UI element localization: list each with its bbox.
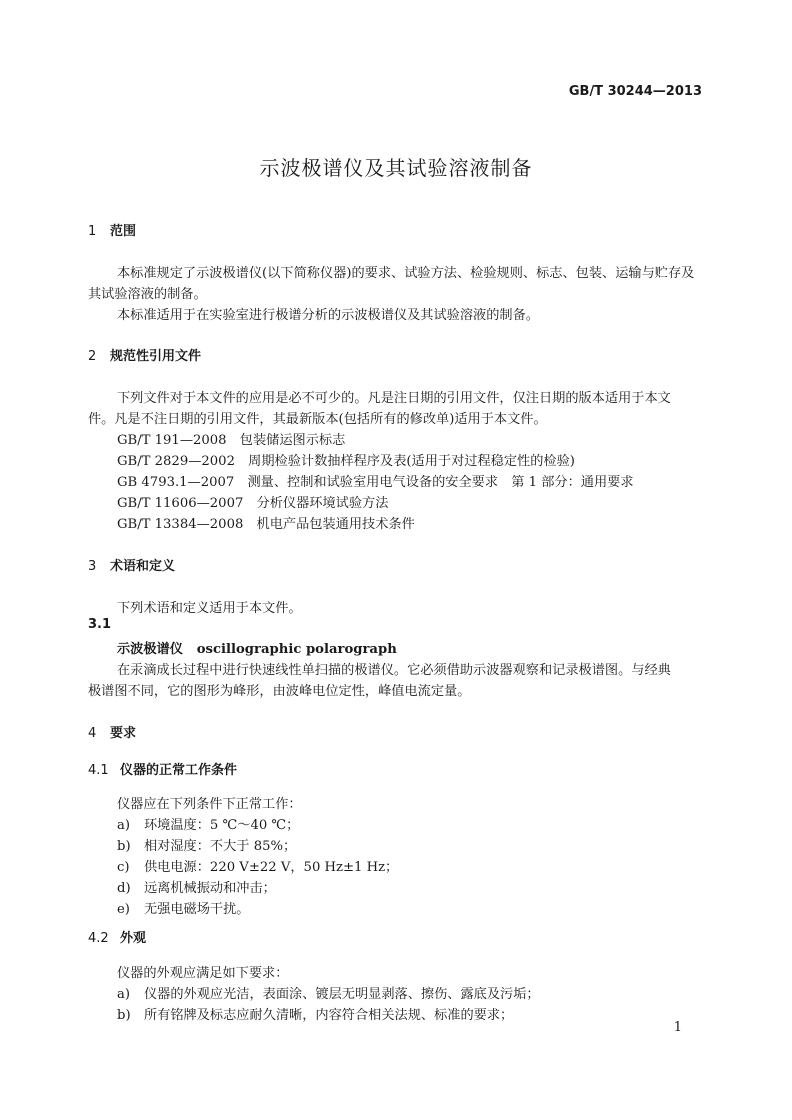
term-english: oscillographic polarograph bbox=[196, 642, 397, 657]
list-item bbox=[117, 814, 299, 833]
section-1-heading bbox=[88, 220, 136, 239]
paragraph-line: 本标准规定了示波极谱仪(以下简称仪器)的要求、试验方法、检验规则、标志、包装、运输与贮存及 bbox=[117, 266, 695, 281]
section-title: 术语和定义 bbox=[110, 559, 176, 574]
normative-reference: GB/T 13384—2008 机电产品包装通用技术条件 bbox=[117, 517, 415, 532]
section-title: 范围 bbox=[110, 224, 137, 239]
list-label: a) bbox=[117, 987, 131, 1002]
list-label: c) bbox=[117, 860, 130, 875]
list-item bbox=[117, 983, 540, 1002]
section-number: 1 bbox=[88, 224, 97, 239]
subsection-title: 仪器的正常工作条件 bbox=[120, 763, 238, 778]
section-title: 要求 bbox=[110, 726, 137, 741]
list-item bbox=[117, 856, 398, 875]
list-label: a) bbox=[117, 818, 131, 833]
list-item bbox=[117, 877, 276, 896]
list-label: e) bbox=[117, 902, 130, 917]
term-entry bbox=[117, 638, 397, 657]
document-title: 示波极谱仪及其试验溶液制备 bbox=[259, 156, 533, 180]
subsection-title: 外观 bbox=[120, 931, 147, 946]
subsection-number: 4.1 bbox=[88, 763, 109, 778]
term-number: 3.1 bbox=[88, 617, 112, 632]
list-text: 环境温度：5 ℃～40 ℃； bbox=[144, 818, 300, 833]
list-text: 供电电源：220 V±22 V，50 Hz±1 Hz； bbox=[144, 860, 399, 875]
section-3-heading bbox=[88, 555, 175, 574]
subsection-4-2-heading bbox=[88, 927, 146, 946]
list-text: 所有铭牌及标志应耐久清晰，内容符合相关法规、标准的要求； bbox=[144, 1008, 514, 1023]
list-item bbox=[117, 1004, 513, 1023]
page-number: 1 bbox=[673, 1020, 682, 1035]
normative-reference: GB 4793.1—2007 测量、控制和试验室用电气设备的安全要求 第 1 部分：通用要求 bbox=[117, 475, 634, 490]
list-item bbox=[117, 835, 296, 854]
list-text: 仪器的外观应光洁，表面涂、镀层无明显剥落、擦伤、露底及污垢； bbox=[144, 987, 540, 1002]
list-text: 无强电磁场干扰。 bbox=[144, 902, 250, 917]
list-item bbox=[117, 898, 250, 917]
normative-reference: GB/T 2829—2002 周期检验计数抽样程序及表(适用于对过程稳定性的检验) bbox=[117, 454, 575, 469]
standard-number: GB/T 30244—2013 bbox=[568, 84, 702, 99]
list-text: 相对湿度：不大于 85%； bbox=[144, 839, 297, 854]
list-text: 远离机械振动和冲击； bbox=[144, 881, 276, 896]
section-2-heading bbox=[88, 345, 201, 364]
normative-reference: GB/T 191—2008 包装储运图示标志 bbox=[117, 433, 346, 448]
paragraph: 本标准适用于在实验室进行极谱分析的示波极谱仪及其试验溶液的制备。 bbox=[117, 308, 539, 323]
definition-line: 极谱图不同，它的图形为峰形，由波峰电位定性，峰值电流定量。 bbox=[88, 684, 471, 699]
section-4-heading bbox=[88, 722, 136, 741]
list-label: b) bbox=[117, 1008, 131, 1023]
term-chinese: 示波极谱仪 bbox=[117, 642, 183, 657]
subsection-4-1-heading bbox=[88, 759, 237, 778]
list-label: d) bbox=[117, 881, 131, 896]
paragraph: 仪器应在下列条件下正常工作： bbox=[117, 797, 302, 812]
paragraph: 仪器的外观应满足如下要求： bbox=[117, 966, 289, 981]
paragraph-line: 其试验溶液的制备。 bbox=[88, 287, 207, 302]
paragraph-line: 下列文件对于本文件的应用是必不可少的。凡是注日期的引用文件，仅注日期的版本适用于本文 bbox=[117, 391, 671, 406]
paragraph: 下列术语和定义适用于本文件。 bbox=[117, 601, 302, 616]
list-label: b) bbox=[117, 839, 131, 854]
normative-reference: GB/T 11606—2007 分析仪器环境试验方法 bbox=[117, 496, 389, 511]
section-title: 规范性引用文件 bbox=[110, 349, 202, 364]
section-number: 4 bbox=[88, 726, 97, 741]
definition-line: 在汞滴成长过程中进行快速线性单扫描的极谱仪。它必须借助示波器观察和记录极谱图。与经典 bbox=[117, 663, 671, 678]
paragraph-line: 件。凡是不注日期的引用文件，其最新版本(包括所有的修改单)适用于本文件。 bbox=[88, 412, 547, 427]
section-number: 3 bbox=[88, 559, 97, 574]
subsection-number: 4.2 bbox=[88, 931, 109, 946]
section-number: 2 bbox=[88, 349, 97, 364]
